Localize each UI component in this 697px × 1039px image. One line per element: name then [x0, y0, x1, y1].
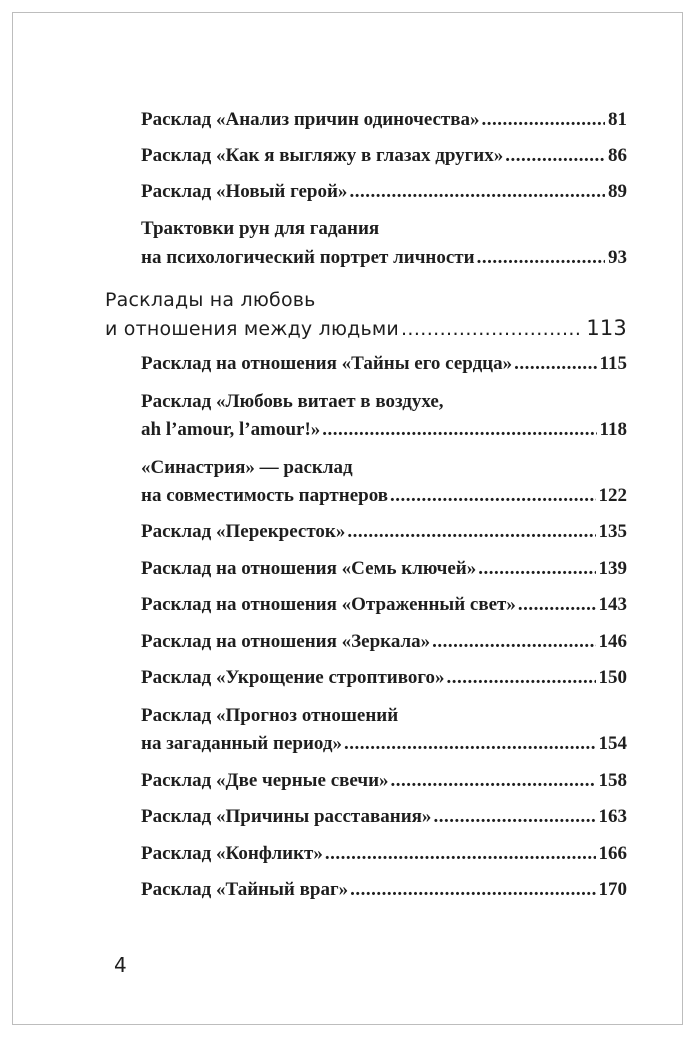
toc-entry-title: Расклад на отношения «Зеркала»	[141, 631, 431, 652]
dot-leader	[391, 770, 596, 792]
toc-entry	[141, 109, 627, 131]
toc-entry	[141, 419, 627, 441]
toc-entry-first-line: Расклад «Прогноз отношений	[141, 705, 399, 726]
toc-entry-page: 118	[599, 419, 627, 440]
dot-leader	[432, 631, 595, 653]
toc-entry-page: 139	[598, 558, 627, 579]
toc-entry-title: Расклад «Причины расставания»	[141, 806, 432, 827]
toc-entry-page: 166	[598, 843, 627, 864]
toc-entry-title: на загаданный период»	[141, 733, 342, 754]
toc-entry-first-line: Расклад «Любовь витает в воздухе,	[141, 391, 444, 412]
toc-entry	[141, 145, 627, 167]
dot-leader	[447, 667, 596, 689]
toc-entry-title: Расклад на отношения «Отраженный свет»	[141, 594, 516, 615]
dot-leader	[514, 353, 596, 375]
section-heading-page: 113	[586, 316, 627, 340]
dot-leader	[482, 109, 605, 131]
toc-entry-title: Расклад на отношения «Тайны его сердца»	[141, 353, 513, 374]
toc-entry-title: Расклад «Как я выгляжу в глазах других»	[141, 145, 504, 166]
dot-leader	[347, 521, 595, 543]
dot-leader	[478, 558, 595, 580]
toc-entry	[141, 843, 627, 865]
dot-leader	[344, 733, 596, 755]
toc-entry-page: 122	[598, 485, 627, 506]
toc-entry-page: 158	[598, 770, 627, 791]
toc-entry	[141, 247, 627, 269]
dot-leader	[349, 181, 605, 203]
toc-entry-title: Расклад на отношения «Семь ключей»	[141, 558, 477, 579]
toc-entry-first-line: «Синастрия» — расклад	[141, 457, 353, 478]
toc-entry	[141, 485, 627, 507]
page-number: 4	[114, 953, 127, 977]
toc-entry-title: Расклад «Две черные свечи»	[141, 770, 389, 791]
toc-entry-title: Расклад «Конфликт»	[141, 843, 323, 864]
toc-entry-title: на психологический портрет личности	[141, 247, 475, 268]
dot-leader	[505, 145, 605, 167]
toc-entry-first-line: Трактовки рун для гадания	[141, 218, 380, 239]
toc-entry-title: Расклад «Новый герой»	[141, 181, 348, 202]
toc-entry	[141, 631, 627, 653]
dot-leader	[433, 806, 595, 828]
toc-entry-title: Расклад «Анализ причин одиночества»	[141, 109, 480, 130]
dot-leader	[401, 318, 583, 340]
dot-leader	[325, 843, 596, 865]
toc-entry-page: 163	[598, 806, 627, 827]
toc-entry-page: 93	[608, 247, 627, 268]
toc-entry	[141, 733, 627, 755]
dot-leader	[390, 485, 596, 507]
section-heading	[105, 316, 627, 340]
toc-entry-page: 86	[608, 145, 627, 166]
toc-entry	[141, 806, 627, 828]
toc-entry	[141, 353, 627, 375]
toc-entry-title: ah l’amour, l’amour!»	[141, 419, 321, 440]
toc-entry-page: 170	[598, 879, 627, 900]
toc-entry-page: 115	[599, 353, 627, 374]
toc-entry	[141, 667, 627, 689]
toc-entry-page: 150	[598, 667, 627, 688]
toc-entry	[141, 879, 627, 901]
toc-entry-title: на совместимость партнеров	[141, 485, 388, 506]
toc-entry-title: Расклад «Перекресток»	[141, 521, 346, 542]
toc-entry-page: 154	[598, 733, 627, 754]
toc-entry-page: 81	[608, 109, 627, 130]
section-heading-title: и отношения между людьми	[105, 318, 399, 340]
toc-entry	[141, 770, 627, 792]
toc-entry-page: 146	[598, 631, 627, 652]
toc-entry	[141, 181, 627, 203]
section-heading-first-line: Расклады на любовь	[105, 289, 316, 311]
dot-leader	[350, 879, 595, 901]
toc-entry	[141, 521, 627, 543]
dot-leader	[322, 419, 596, 441]
toc-entry-title: Расклад «Тайный враг»	[141, 879, 349, 900]
toc-entry	[141, 558, 627, 580]
toc-entry-page: 89	[608, 181, 627, 202]
dot-leader	[518, 594, 596, 616]
toc-entry-title: Расклад «Укрощение строптивого»	[141, 667, 445, 688]
toc-entry-page: 143	[598, 594, 627, 615]
dot-leader	[477, 247, 605, 269]
toc-entry-page: 135	[598, 521, 627, 542]
toc-entry	[141, 594, 627, 616]
